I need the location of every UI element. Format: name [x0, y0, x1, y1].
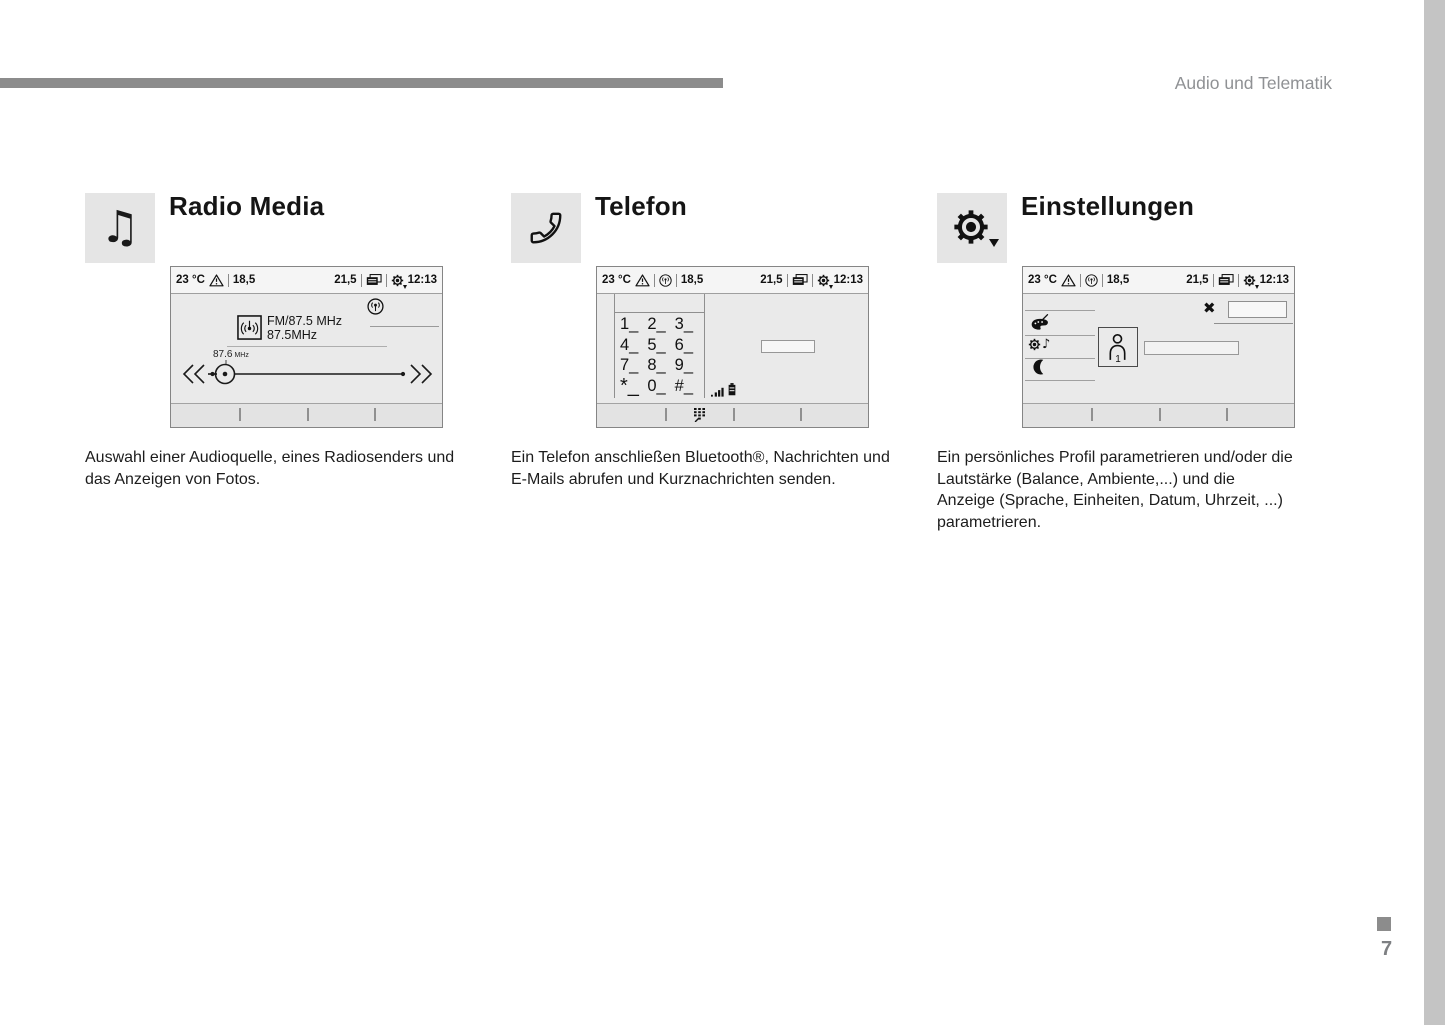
radio-waves-icon: [237, 315, 262, 340]
clock-label: 12:13: [833, 274, 863, 286]
divider: [1226, 408, 1228, 421]
keypad-key: 9_: [674, 356, 694, 374]
radio-main-area: [171, 294, 442, 403]
divider: [1159, 408, 1161, 421]
music-note-icon: ♪: [1042, 337, 1051, 352]
section-title-radio-media: Radio Media: [169, 191, 325, 221]
arrow-down-icon: [1255, 285, 1259, 289]
right-temp-label: 21,5: [760, 274, 783, 286]
settings-display-screenshot: [1022, 266, 1295, 428]
gear-icon: [952, 208, 990, 246]
outside-temp-label: 23 °C: [176, 274, 205, 286]
page-number: 7: [1381, 938, 1393, 960]
phone-main-area: [597, 294, 868, 403]
divider: [361, 274, 362, 287]
menu-separator: [1025, 335, 1095, 336]
page-edge-strip: [1424, 0, 1445, 1025]
divider: [239, 408, 241, 421]
header-rule: [0, 78, 723, 88]
settings-gear-icon: [1243, 274, 1256, 287]
status-bar: [171, 267, 442, 294]
menu-separator: [1025, 310, 1095, 311]
gear-icon: [1028, 338, 1041, 351]
divider: [307, 408, 309, 421]
moon-icon: [1032, 358, 1050, 376]
divider: [374, 408, 376, 421]
broadcast-icon: [367, 298, 384, 315]
status-bar: [1023, 267, 1294, 294]
softkey-bar: [597, 403, 868, 427]
divider: [654, 274, 655, 287]
divider: [665, 408, 667, 421]
divider: [1080, 274, 1081, 287]
right-temp-label: 21,5: [334, 274, 357, 286]
keypad-key: 7_: [620, 356, 639, 374]
section-title-einstellungen: Einstellungen: [1021, 191, 1195, 221]
keypad-row: [620, 356, 702, 377]
station-line1: FM/87.5 MHz: [267, 314, 343, 328]
warning-icon: [635, 274, 650, 287]
softkey-bar: [1023, 403, 1294, 427]
broadcast-icon: [1085, 274, 1098, 287]
telefon-icon-box: [511, 193, 581, 263]
divider: [1102, 274, 1103, 287]
divider: [1213, 274, 1214, 287]
station-line2: 87.5MHz: [267, 327, 318, 342]
divider: [1091, 408, 1093, 421]
divider: [812, 274, 813, 287]
tuner-frequency-label: [213, 349, 249, 360]
left-temp-label: 18,5: [680, 274, 704, 286]
header-field: [1228, 301, 1287, 318]
section-description: Ein Telefon anschließen Bluetooth®, Nachrichten und E-Mails abrufen und Kurznachrichten senden.: [511, 449, 890, 488]
clock-label: 12:13: [407, 274, 437, 286]
warning-icon: [209, 274, 224, 287]
arrow-down-icon: [403, 285, 407, 289]
messages-icon: [366, 274, 382, 286]
number-entry-field: [761, 340, 815, 353]
tuner-slider: [171, 360, 444, 390]
keypad-key: *_: [620, 374, 639, 397]
keypad-panel-border: [704, 294, 705, 398]
dialpad-icon: [693, 408, 707, 422]
dial-keypad: [620, 315, 702, 397]
settings-gear-icon: [952, 208, 992, 248]
section-description: Auswahl einer Audioquelle, eines Radiosenders und das Anzeigen von Fotos.: [85, 449, 455, 488]
audio-settings-icon: [1028, 338, 1050, 351]
phone-icon: [527, 209, 565, 247]
profile-name-field: [1144, 341, 1239, 355]
settings-main-area: [1023, 294, 1294, 403]
separator-line: [227, 346, 387, 347]
divider: [800, 408, 802, 421]
frequency-value: 87.6: [213, 349, 233, 360]
divider: [228, 274, 229, 287]
keypad-key: 0_: [647, 376, 666, 395]
phone-display-screenshot: [596, 266, 869, 428]
outside-temp-label: 23 °C: [1028, 274, 1057, 286]
signal-strength-icon: [711, 386, 724, 397]
frequency-unit: MHz: [234, 352, 249, 359]
palette-icon: [1030, 313, 1050, 333]
arrow-down-icon: [829, 285, 833, 289]
footer-square-marker: [1377, 917, 1391, 931]
divider: [787, 274, 788, 287]
keypad-row: [620, 374, 702, 398]
underline: [370, 326, 439, 327]
keypad-header-line: [614, 312, 705, 313]
header-title: Audio und Telematik: [1174, 73, 1332, 93]
keypad-key: 4_: [620, 335, 639, 354]
profile-number: 1: [1115, 354, 1121, 365]
divider: [733, 408, 735, 421]
keypad-row: [620, 336, 702, 357]
keypad-key: 5_: [647, 335, 666, 354]
keypad-key: 3_: [674, 315, 694, 333]
underline: [1214, 323, 1293, 324]
right-temp-label: 21,5: [1186, 274, 1209, 286]
softkey-bar: [171, 403, 442, 427]
menu-separator: [1025, 380, 1095, 381]
profile-tile: [1098, 327, 1138, 367]
settings-gear-icon: [817, 274, 830, 287]
arrow-down-icon: [989, 239, 999, 247]
settings-gear-icon: [391, 274, 404, 287]
keypad-key: 8_: [647, 356, 666, 374]
outside-temp-label: 23 °C: [602, 274, 631, 286]
close-icon: ✖: [1203, 299, 1216, 317]
music-note-icon: ♫: [100, 202, 140, 253]
status-bar: [597, 267, 868, 294]
keypad-key: 6_: [674, 335, 694, 354]
messages-icon: [792, 274, 808, 286]
station-label: [267, 315, 342, 342]
section-description: Ein persönliches Profil parametrieren und/oder die Lautstärke (Balance, Ambiente,...) und die Anzeige (Sprache, Einheiten, Datum, Uhrzeit, ...) parametrieren.: [937, 449, 1293, 531]
divider: [1238, 274, 1239, 287]
keypad-key: #_: [674, 376, 694, 395]
warning-icon: [1061, 274, 1076, 287]
broadcast-icon: [659, 274, 672, 287]
keypad-key: 2_: [647, 315, 666, 333]
section-title-telefon: Telefon: [595, 191, 687, 221]
keypad-row: [620, 315, 702, 336]
messages-icon: [1218, 274, 1234, 286]
clock-label: 12:13: [1259, 274, 1289, 286]
radio-display-screenshot: [170, 266, 443, 428]
einstellungen-icon-box: [937, 193, 1007, 263]
divider: [676, 274, 677, 287]
battery-icon: [728, 382, 736, 397]
left-temp-label: 18,5: [232, 274, 256, 286]
keypad-panel-border: [614, 294, 615, 398]
keypad-key: 1_: [620, 315, 639, 333]
radio-media-icon-box: [85, 193, 155, 263]
left-temp-label: 18,5: [1106, 274, 1130, 286]
divider: [386, 274, 387, 287]
